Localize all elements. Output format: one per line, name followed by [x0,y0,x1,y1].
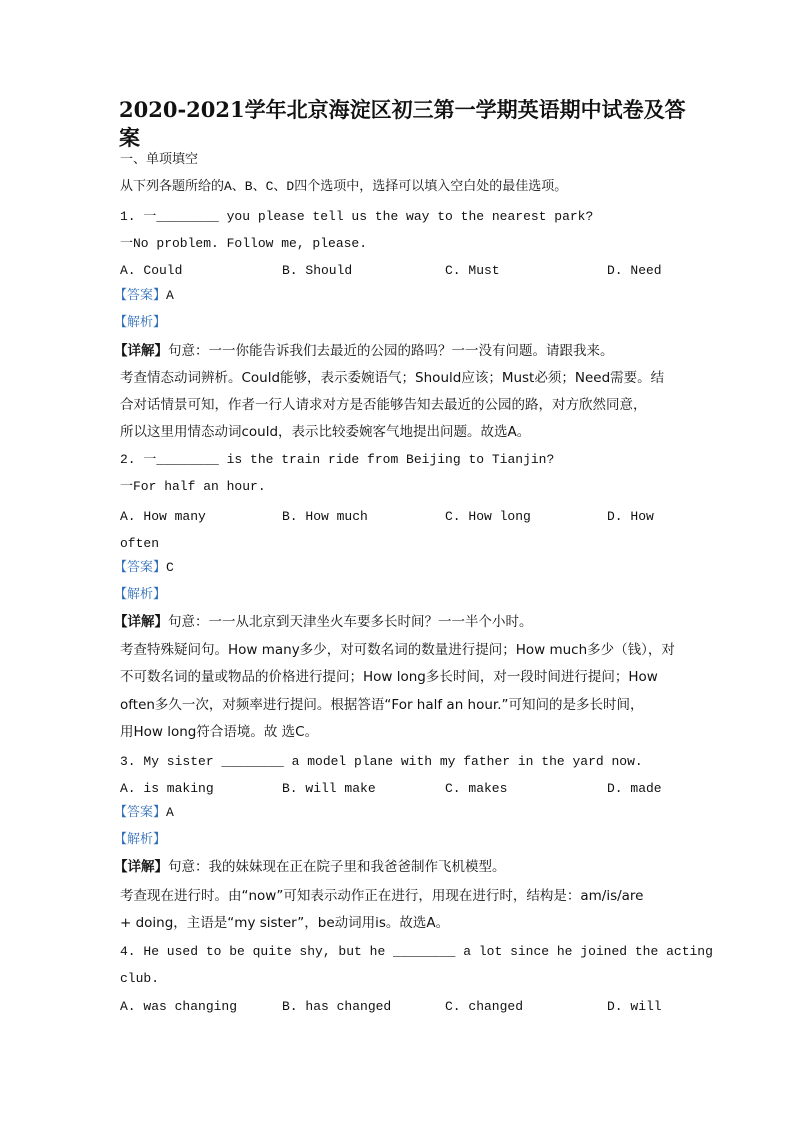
option-d[interactable]: D. How [607,509,654,524]
detail-text: 不可数名词的量或物品的价格进行提问；How long多长时间，对一段时间进行提问；How [120,669,658,685]
option-d[interactable]: D. made [607,781,662,796]
option-b[interactable]: B. has changed [282,999,392,1014]
detail-text: 句意：我的妹妹现在正在院子里和我爸爸制作飞机模型。 [168,859,506,875]
detail-label: 【详解】 [114,614,168,630]
instruction: 从下列各题所给的A、B、C、D四个选项中，选择可以填入空白处的最佳选项。 [120,179,568,194]
detail-text: + doing，主语是“my sister”，be动词用is。故选A。 [120,915,450,931]
detail-line [120,422,530,442]
question-stem: club. [120,971,160,986]
question-stem: 一No problem. Follow me, please. [120,236,368,251]
option-a[interactable]: A. was changing [120,999,238,1014]
detail-text: 句意：一一从北京到天津坐火车要多长时间？一一半个小时。 [168,614,533,630]
answer-line [114,286,174,306]
answer-label: 【答案】 [114,288,167,303]
detail-line [114,857,506,877]
detail-text: 所以这里用情态动词could，表示比较委婉客气地提出问题。故选A。 [120,424,531,440]
detail-line [120,395,647,415]
detail-line [114,612,533,632]
answer-value: A [166,288,174,303]
question-stem: 一For half an hour. [120,479,266,494]
detail-text: 合对话情景可知，作者一行人请求对方是否能够告知去最近的公园的路，对方欣然同意， [120,397,647,413]
detail-line [114,341,614,361]
detail-line [120,722,318,742]
analysis-line [114,830,166,850]
analysis-line [114,313,166,333]
analysis-label: 【解析】 [114,832,167,847]
options-row [120,779,680,799]
option-c[interactable]: C. changed [445,999,524,1014]
detail-text: 用How long符合语境。故 选C。 [120,724,319,740]
answer-value: A [166,805,174,820]
detail-line [120,886,643,906]
detail-text: 句意：一一你能告诉我们去最近的公园的路吗？一一没有问题。请跟我来。 [168,343,614,359]
detail-line [120,913,449,933]
option-c[interactable]: C. How long [445,509,531,524]
option-c[interactable]: C. makes [445,781,508,796]
detail-text: 考查特殊疑问句。How many多少，对可数名词的数量进行提问；How much多少（钱），对 [120,642,675,658]
detail-line [120,667,658,687]
detail-text: often多久一次，对频率进行提问。根据答语“For half an hour.”可知问的是多长时间， [120,697,644,713]
option-b[interactable]: B. Should [282,263,353,278]
answer-label: 【答案】 [114,805,167,820]
option-b[interactable]: B. How much [282,509,368,524]
detail-line [120,368,664,388]
answer-line [114,803,174,823]
option-d[interactable]: D. Need [607,263,662,278]
option-overflow: often [120,536,160,551]
detail-text: 考查现在进行时。由“now”可知表示动作正在进行，用现在进行时，结构是：am/is/are [120,888,644,904]
options-row [120,997,680,1017]
option-a[interactable]: A. Could [120,263,183,278]
detail-line [120,695,644,715]
option-a[interactable]: A. is making [120,781,214,796]
answer-label: 【答案】 [114,560,167,575]
option-a[interactable]: A. How many [120,509,206,524]
answer-value: C [166,560,174,575]
detail-text: 考查情态动词辨析。Could能够，表示委婉语气；Should应该；Must必须；Need需要。结 [120,370,665,386]
detail-label: 【详解】 [114,859,168,875]
options-row [120,507,680,527]
analysis-label: 【解析】 [114,587,167,602]
analysis-line [114,585,166,605]
option-b[interactable]: B. will make [282,781,376,796]
options-row [120,261,680,281]
section-heading: 一、单项填空 [120,152,199,167]
question-stem: 2. 一________ is the train ride from Beijing to Tianjin? [120,452,555,467]
option-c[interactable]: C. Must [445,263,500,278]
detail-label: 【详解】 [114,343,168,359]
question-stem: 3. My sister ________ a model plane with my father in the yard now. [120,754,643,769]
answer-line [114,558,174,578]
option-d[interactable]: D. will [607,999,662,1014]
analysis-label: 【解析】 [114,315,167,330]
detail-line [120,640,675,660]
question-stem: 1. 一________ you please tell us the way to the nearest park? [120,209,594,224]
document-title: 2020-2021学年北京海淀区初三第一学期英语期中试卷及答案 [119,97,686,150]
question-stem: 4. He used to be quite shy, but he ________ a lot since he joined the acting [120,944,713,959]
